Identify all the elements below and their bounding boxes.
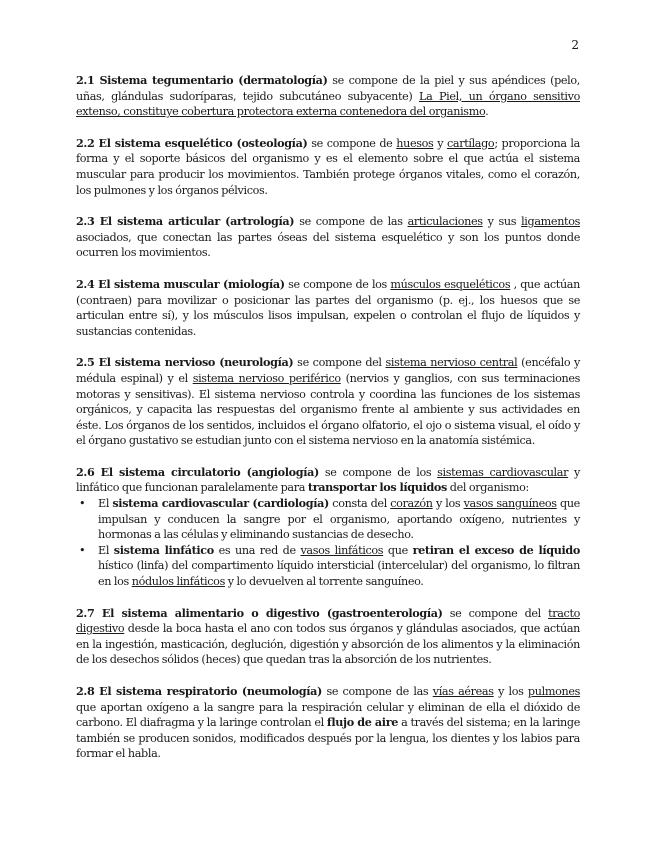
section-title: 2.8 El sistema respiratorio (neumología) [76,684,323,698]
section-muscular: 2.4 El sistema muscular (miología) se compone de los músculos esqueléticos , que actúan (contraen) para movilizar o posicionar las partes del organismo (p. ej., los huesos que se articulan entre sí), y los músculos lisos impulsan, expelen o controlan el flujo de líquidos y sustancias contenidas. [76,276,580,338]
section-title: 2.1 Sistema tegumentario (dermatología) [76,73,328,87]
underlined-text: corazón [390,497,433,511]
page-number: 2 [571,38,579,52]
section-title: 2.2 El sistema esquelético (osteología) [76,135,308,150]
bold-text: retiran el exceso de líquido [412,542,580,557]
bold-text: transportar los líquidos [307,480,447,495]
section-title: 2.3 El sistema articular (artrología) [76,214,295,229]
underlined-text: vasos linfáticos [300,543,384,557]
underlined-text: pulmones [527,685,580,698]
underlined-text: La Piel, un órgano sensitivo extenso, constituye cobertura protectora externa contenedora del organismo [76,89,580,119]
section-title: 2.6 El sistema circulatorio (angiología) [76,464,319,479]
section-tegumentario: 2.1 Sistema tegumentario (dermatología) se compone de la piel y sus apéndices (pelo, uñas, glándulas sudoríparas, tejido subcutáneo subyacente) La Piel, un órgano sensitivo extenso, constituye cobertura protectora externa contenedora del organismo. [76,73,580,119]
underlined-text: nódulos linfáticos [131,575,225,589]
section-title: 2.4 El sistema muscular (miología) [76,276,285,291]
section-respiratorio: 2.8 El sistema respiratorio (neumología) se compone de las vías aéreas y los pulmones que aportan oxígeno a la sangre para la respiración celular y eliminan de ella el dióxido de carbono. El diafragma y la laringe controlan el flujo de aire a través del sistema; en la laringe también se producen sonidos, modificados después por la lengua, los dientes y los labios para formar el habla. [76,684,580,761]
underlined-text: huesos [396,136,434,150]
section-title: 2.5 El sistema nervioso (neurología) [76,355,294,370]
bullet-linfatico: • El sistema linfático es una red de vasos linfáticos que retiran el exceso de líquido hístico (linfa) del compartimento líquido intersticial (intercelular) del organismo, lo filtran en los nódulos linfáticos y lo devuelven al torrente sanguíneo. [98,543,580,590]
underlined-text: vías aéreas [432,685,494,698]
underlined-text: músculos esqueléticos [390,277,511,291]
bullet-cardiovascular: • El sistema cardiovascular (cardiología) consta del corazón y los vasos sanguíneos que impulsan y conducen la sangre por el organismo, aportando oxígeno, nutrientes y hormonas a las células y eliminando sustancias de desecho. [98,496,580,543]
bold-text: sistema linfático [113,542,214,557]
bold-text: flujo de aire [326,715,399,730]
underlined-text: cartílago [446,136,495,150]
section-intro: 2.6 El sistema circulatorio (angiología) se compone de los sistemas cardiovascular y linfático que funcionan paralelamente para transportar los líquidos del organismo: [76,464,580,495]
bullet-list [76,496,580,590]
section-nervioso: 2.5 El sistema nervioso (neurología) se compone del sistema nervioso central (encéfalo y médula espinal) y el sistema nervioso periférico (nervios y ganglios, con sus terminaciones motoras y sensitivas). El sistema nervioso controla y coordina las funciones de los sistemas orgánicos, y capacita las respuestas del organismo frente al ambiente y sus actividades en éste. Los órganos de los sentidos, incluidos el órgano olfatorio, el ojo o sistema visual, el oído y el órgano gustativo se estudian junto con el sistema nervioso en la anatomía sistémica. [76,355,581,448]
section-title: 2.7 El sistema alimentario o digestivo (gastroenterología) [76,605,443,620]
underlined-text: sistema nervioso central [385,356,518,370]
bold-text: sistema cardiovascular (cardiología) [112,496,329,511]
document-body [76,73,580,778]
underlined-text: sistema nervioso periférico [192,371,341,385]
underlined-text: ligamentos [521,215,580,229]
underlined-text: sistemas cardiovascular [437,465,569,479]
underlined-text: articulaciones [407,215,483,229]
section-circulatorio [76,465,580,590]
underlined-text: tracto digestivo [76,606,580,636]
section-digestivo: 2.7 El sistema alimentario o digestivo (gastroenterología) se compone del tracto digestivo desde la boca hasta el ano con todos sus órganos y glándulas asociados, que actúan en la ingestión, masticación, deglución, digestión y absorción de los alimentos y la eliminación de los desechos sólidos (heces) que quedan tras la absorción de los nutrientes. [76,605,580,667]
underlined-text: vasos sanguíneos [463,497,557,511]
section-esqueletico: 2.2 El sistema esquelético (osteología) se compone de huesos y cartílago; proporciona la forma y el soporte básicos del organismo y es el elemento sobre el que actúa el sistema muscular para producir los movimientos. También protege órganos vitales, como el corazón, los pulmones y los órganos pélvicos. [76,135,580,197]
section-articular: 2.3 El sistema articular (artrología) se compone de las articulaciones y sus ligamentos asociados, que conectan las partes óseas del sistema esquelético y son los puntos donde ocurren los movimientos. [76,214,580,260]
